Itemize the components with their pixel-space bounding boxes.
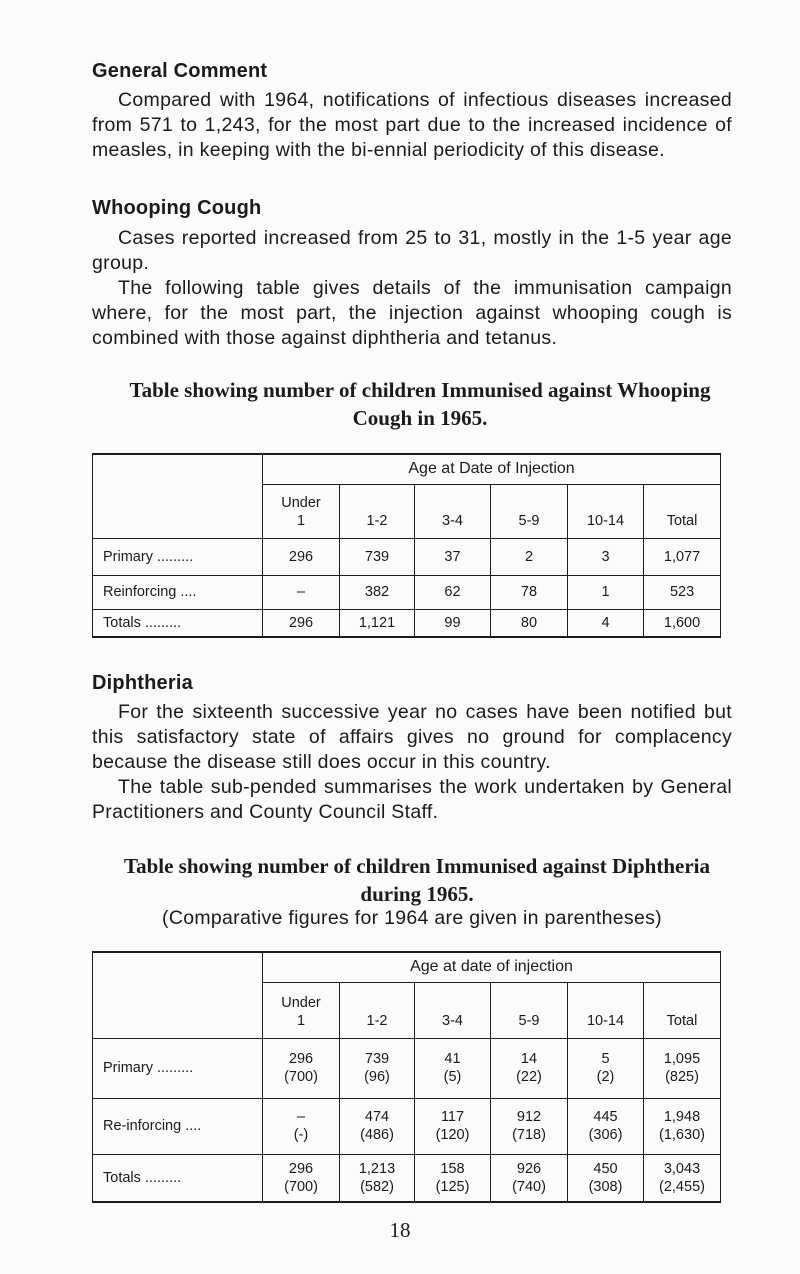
table-corner [93,454,263,538]
cell: 3,043 (2,455) [644,1154,721,1202]
diphtheria-paragraph-2: The table sub-pended summarises the work undertaken by General Practitioners and County Council Staff. [92,776,732,823]
row-label: Re-inforcing .... [93,1098,263,1154]
age-group-header: Age at Date of Injection [263,454,721,484]
comparative-figures-note: (Comparative figures for 1964 are given in parentheses) [162,907,662,929]
cell: – (-) [263,1098,340,1154]
cell: 117 (120) [415,1098,491,1154]
cell: 78 [491,575,568,609]
cell: 474 (486) [340,1098,415,1154]
cell: – [263,575,340,609]
cell: 296 (700) [263,1038,340,1098]
whooping-table-title: Table showing number of children Immunised against Whooping Cough in 1965. [129,378,711,430]
table-row [93,1038,721,1098]
row-label: Totals ......... [93,609,263,637]
table-row [93,538,721,575]
column-header: Under 1 [263,982,340,1038]
column-header: 3-4 [415,484,491,538]
cell: 41 (5) [415,1038,491,1098]
cell: 382 [340,575,415,609]
cell: 523 [644,575,721,609]
diphtheria-paragraph-1: For the sixteenth successive year no cases have been notified but this satisfactory state of affairs gives no ground for complacency because the disease still does occur in this country. [92,701,732,773]
column-header: 3-4 [415,982,491,1038]
cell: 37 [415,538,491,575]
table-row-totals [93,1154,721,1202]
cell: 158 (125) [415,1154,491,1202]
column-header: 1-2 [340,484,415,538]
general-comment-heading: General Comment [92,60,268,82]
table-row [93,575,721,609]
row-label: Primary ......... [93,538,263,575]
table-row [93,1098,721,1154]
column-header: Total [644,982,721,1038]
cell: 1,121 [340,609,415,637]
cell: 912 (718) [491,1098,568,1154]
whooping-cough-heading: Whooping Cough [92,197,262,219]
cell: 1,095 (825) [644,1038,721,1098]
column-header: 1-2 [340,982,415,1038]
table-row-totals [93,609,721,637]
cell: 1,213 (582) [340,1154,415,1202]
page-number: 18 [389,1218,411,1242]
age-group-header: Age at date of injection [263,952,721,982]
column-header: 5-9 [491,982,568,1038]
cell: 1 [568,575,644,609]
cell: 2 [491,538,568,575]
cell: 1,600 [644,609,721,637]
whooping-cough-paragraph-2: The following table gives details of the immunisation campaign where, for the most part, the injection against whooping cough is combined with those against diphtheria and tetanus. [92,277,732,349]
column-header: 10-14 [568,484,644,538]
column-header: 10-14 [568,982,644,1038]
row-label: Totals ......... [93,1154,263,1202]
cell: 296 (700) [263,1154,340,1202]
diphtheria-heading: Diphtheria [92,672,193,694]
row-label: Reinforcing .... [93,575,263,609]
cell: 450 (308) [568,1154,644,1202]
column-header: 5-9 [491,484,568,538]
whooping-cough-paragraph-1: Cases reported increased from 25 to 31, mostly in the 1-5 year age group. [92,227,732,274]
cell: 99 [415,609,491,637]
cell: 1,948 (1,630) [644,1098,721,1154]
column-header: Total [644,484,721,538]
cell: 3 [568,538,644,575]
diphtheria-table-title: Table showing number of children Immunised against Diphtheria during 1965. [124,854,710,906]
cell: 4 [568,609,644,637]
general-comment-paragraph: Compared with 1964, notifications of infectious diseases increased from 571 to 1,243, for the most part due to the increased incidence of measles, in keeping with the bi-ennial periodicity of this disease. [92,89,732,161]
cell: 296 [263,538,340,575]
cell: 445 (306) [568,1098,644,1154]
diphtheria-table [92,951,721,1203]
cell: 5 (2) [568,1038,644,1098]
cell: 80 [491,609,568,637]
table-corner [93,952,263,1038]
cell: 62 [415,575,491,609]
cell: 1,077 [644,538,721,575]
cell: 296 [263,609,340,637]
cell: 14 (22) [491,1038,568,1098]
column-header: Under 1 [263,484,340,538]
cell: 739 [340,538,415,575]
cell: 926 (740) [491,1154,568,1202]
cell: 739 (96) [340,1038,415,1098]
whooping-cough-table [92,453,721,638]
row-label: Primary ......... [93,1038,263,1098]
